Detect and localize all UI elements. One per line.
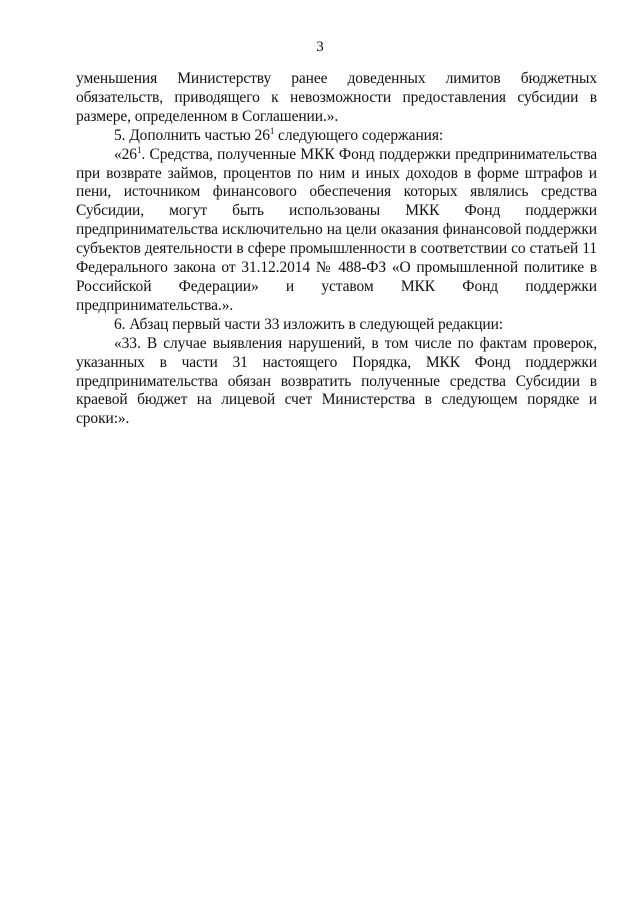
paragraph-part-33: «33. В случае выявления нарушений, в том числе по фактам проверок, указанных в части 31 настоящего Порядка, МКК Фонд поддержки предпринимательства обязан возвратить полученные средства Субсидии в краевой бюджет на лицевой счет Министерства в следующем порядке и сроки:». <box>76 334 597 428</box>
superscript-index: 1 <box>269 125 275 136</box>
paragraph-item-5 <box>76 127 597 146</box>
paragraph-continuation: уменьшения Министерству ранее доведенных лимитов бюджетных обязательств, приводящего к невозможности предоставления субсидии в размере, определенном в Соглашении.». <box>76 70 597 125</box>
paragraph-part-26-1 <box>76 146 597 316</box>
paragraph-item-5-text-start: 5. Дополнить частью 26 <box>114 126 270 144</box>
page-number: 3 <box>316 39 324 55</box>
paragraph-item-5-text-end: следующего содержания: <box>274 126 444 144</box>
document-body <box>76 70 597 429</box>
paragraph-item-6: 6. Абзац первый части 33 изложить в следующей редакции: <box>114 315 504 333</box>
paragraph-part-26-1-text-end: . Средства, полученные МКК Фонд поддержки предпринимательства при возврате займов, процентов по ним и иных доходов в форме штрафов и пени, источником финансового обеспечения которых являлись средства Субсидии, могут быть использованы МКК Фонд поддержки предпринимательства исключительно на цели оказания финансовой поддержки субъектов деятельности в сфере промышленности в соответствии со статьей 11 Федерального закона от 31.12.2014 № 488-ФЗ «О промышленной политике в Российской Федерации» и уставом МКК Фонд поддержки предпринимательства.». <box>76 145 597 314</box>
paragraph-part-26-1-text-start: «26 <box>114 145 137 163</box>
superscript-index: 1 <box>136 144 142 155</box>
